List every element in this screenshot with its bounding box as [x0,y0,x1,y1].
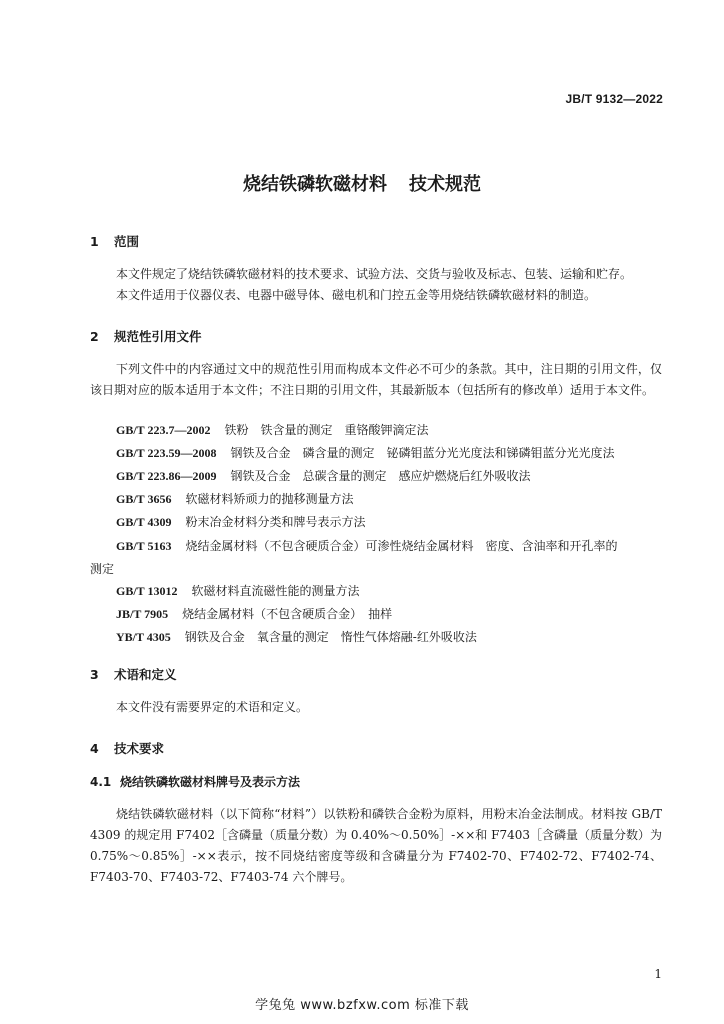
reference-title: 烧结金属材料（不包含硬质合金） 抽样 [182,607,393,621]
reference-code: GB/T 223.86—2009 [116,469,217,483]
reference-item [90,512,662,581]
title-main: 烧结铁磷软磁材料 [243,174,387,195]
section-title: 范围 [114,234,140,249]
reference-item [116,582,359,599]
section-3-heading [90,665,177,683]
reference-title: 粉末冶金材料分类和牌号表示方法 [185,515,366,529]
page-number: 1 [654,967,662,981]
reference-item [116,421,428,438]
reference-title-continued: 测定 [90,562,115,576]
title-sub: 技术规范 [409,174,481,195]
reference-title: 软磁材料矫顽力的抛移测量方法 [185,492,354,506]
section-2-intro: 下列文件中的内容通过文中的规范性引用而构成本文件必不可少的条款。其中，注日期的引用文件，仅该日期对应的版本适用于本文件；不注日期的引用文件，其最新版本（包括所有的修改单）适用于本文件。 [90,362,662,397]
section-number: 1 [90,234,99,249]
section-3-para-1: 本文件没有需要界定的术语和定义。 [116,700,309,714]
reference-title: 烧结金属材料（不包含硬质合金）可渗性烧结金属材料 密度、含油率和开孔率的 [185,539,618,553]
section-number: 2 [90,329,99,344]
subsection-title: 烧结铁磷软磁材料牌号及表示方法 [120,775,301,789]
section-title: 技术要求 [114,741,165,756]
footer-watermark: 学兔兔 www.bzfxw.com 标准下载 [255,998,469,1013]
subsection-4-1-para: 烧结铁磷软磁材料（以下简称“材料”）以铁粉和磷铁合金粉为原料，用粉末冶金法制成。材料按 GB/T 4309 的规定用 F7402［含磷量（质量分数）为 0.40%～0.50%］-××和 F7403［含磷量（质量分数）为 0.75%～0.85%］-××表示，按不同烧结密度等级和含磷量分为 F7402-70、F7402-72、F7402-74、F7403-70、F7403-72、F7403-74 六个牌号。 [90,807,662,884]
section-title: 规范性引用文件 [114,329,202,344]
reference-item [116,444,614,461]
subsection-4-1-heading [90,773,300,790]
section-1-para-1: 本文件规定了烧结铁磷软磁材料的技术要求、试验方法、交货与验收及标志、包装、运输和贮存。 [116,267,633,281]
reference-code: GB/T 4309 [116,515,172,529]
section-1-para-2: 本文件适用于仪器仪表、电器中磁导体、磁电机和门控五金等用烧结铁磷软磁材料的制造。 [116,288,597,302]
section-4-heading [90,739,164,757]
reference-item [116,628,477,645]
reference-code: GB/T 3656 [116,492,172,506]
reference-code: GB/T 13012 [116,584,178,598]
reference-code: GB/T 5163 [116,539,172,553]
reference-title: 钢铁及合金 磷含量的测定 铋磷钼蓝分光光度法和锑磷钼蓝分光光度法 [230,446,615,460]
section-title: 术语和定义 [114,667,177,682]
reference-title: 钢铁及合金 氧含量的测定 惰性气体熔融-红外吸收法 [184,630,477,644]
reference-title: 软磁材料直流磁性能的测量方法 [191,584,360,598]
reference-item [116,490,353,507]
section-number: 4 [90,741,99,756]
subsection-number: 4.1 [90,775,112,789]
reference-title: 钢铁及合金 总碳含量的测定 感应炉燃烧后红外吸收法 [230,469,531,483]
section-number: 3 [90,667,99,682]
reference-item [116,605,392,622]
reference-code: GB/T 223.59—2008 [116,446,217,460]
reference-item [116,467,530,484]
section-1-heading [90,232,139,250]
standard-code: JB/T 9132—2022 [565,92,663,106]
reference-code: JB/T 7905 [116,607,169,621]
reference-title: 铁粉 铁含量的测定 重铬酸钾滴定法 [224,423,429,437]
reference-code: YB/T 4305 [116,630,171,644]
reference-code: GB/T 223.7—2002 [116,423,211,437]
document-title [0,170,724,196]
section-2-heading [90,327,202,345]
